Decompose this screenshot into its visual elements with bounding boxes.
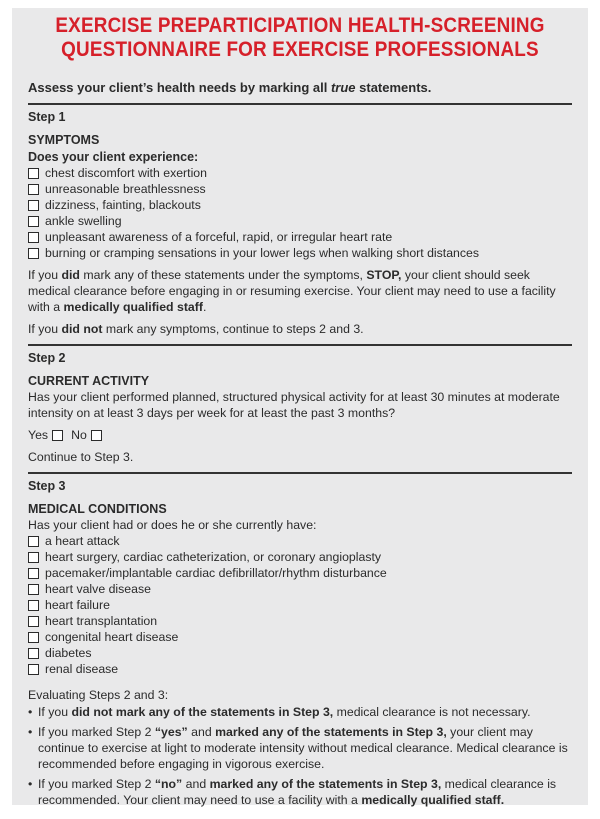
- step-2-section: [28, 350, 572, 465]
- bold-run: STOP,: [366, 268, 402, 282]
- condition-label: a heart attack: [45, 534, 120, 548]
- symptom-item[interactable]: [28, 197, 572, 213]
- checkbox[interactable]: [28, 616, 39, 627]
- bold-run: did not mark any of the statements in Step 3,: [71, 705, 334, 719]
- checkbox[interactable]: [28, 200, 39, 211]
- bullet-text: [38, 724, 572, 772]
- evaluation-bullet-1: [28, 704, 572, 720]
- text-run: If you: [38, 705, 72, 719]
- divider-step-3: [28, 472, 572, 474]
- symptom-label: chest discomfort with exertion: [45, 166, 207, 180]
- symptom-item[interactable]: [28, 229, 572, 245]
- bold-run: did: [61, 268, 80, 282]
- symptom-item[interactable]: [28, 181, 572, 197]
- current-activity-heading: CURRENT ACTIVITY: [28, 374, 150, 388]
- medical-conditions-question: Has your client had or does he or she currently have:: [28, 518, 317, 532]
- medical-conditions-heading: MEDICAL CONDITIONS: [28, 502, 167, 516]
- text-run: If you: [28, 268, 62, 282]
- current-activity-question: Has your client performed planned, structured physical activity for at least 30 minutes at moderate intensity on at least 3 days per week for at least the past 3 months?: [28, 390, 560, 420]
- condition-item[interactable]: [28, 645, 572, 661]
- checkbox[interactable]: [28, 552, 39, 563]
- condition-item[interactable]: [28, 581, 572, 597]
- condition-label: heart transplantation: [45, 614, 158, 628]
- text-run: your client should seek medical clearance before engaging in or resuming exercise. Your client may need to use a facility with a: [28, 268, 556, 314]
- checkbox[interactable]: [28, 568, 39, 579]
- bold-run: did not: [61, 322, 103, 336]
- condition-label: diabetes: [45, 646, 92, 660]
- yes-no-options: [28, 427, 572, 443]
- step-3-label: Step 3: [28, 479, 66, 493]
- symptom-item[interactable]: [28, 213, 572, 229]
- symptom-label: unreasonable breathlessness: [45, 182, 206, 196]
- intro-instruction: [28, 80, 572, 96]
- bullet-text: [38, 704, 531, 720]
- condition-label: heart failure: [45, 598, 110, 612]
- checkbox[interactable]: [28, 632, 39, 643]
- intro-text-2: statements.: [355, 80, 432, 95]
- text-run: medical clearance is not necessary.: [333, 705, 531, 719]
- symptom-item[interactable]: [28, 165, 572, 181]
- bullet-icon: •: [28, 705, 33, 719]
- condition-item[interactable]: [28, 565, 572, 581]
- condition-label: congenital heart disease: [45, 630, 179, 644]
- no-checkbox[interactable]: [91, 430, 102, 441]
- bold-run: marked any of the statements in Step 3,: [215, 725, 447, 739]
- bullet-text: [38, 776, 572, 808]
- yes-checkbox[interactable]: [52, 430, 63, 441]
- intro-text-1: Assess your client’s health needs by marking all: [28, 80, 331, 95]
- condition-label: heart valve disease: [45, 582, 151, 596]
- text-run: mark any of these statements under the symptoms,: [79, 268, 367, 282]
- bold-run: marked any of the statements in Step 3,: [209, 777, 442, 791]
- checkbox[interactable]: [28, 232, 39, 243]
- continue-step-3: Continue to Step 3.: [28, 450, 134, 464]
- intro-emphasis: true: [330, 80, 356, 95]
- step-1-section: [28, 109, 572, 337]
- text-run: mark any symptoms, continue to steps 2 and 3.: [102, 322, 364, 336]
- condition-item[interactable]: [28, 613, 572, 629]
- divider-step-2: [28, 344, 572, 346]
- step-3-section: [28, 478, 572, 808]
- symptoms-heading: SYMPTOMS: [28, 133, 100, 147]
- page-title: [55, 14, 545, 62]
- evaluation-bullet-3: [28, 776, 572, 808]
- condition-label: pacemaker/implantable cardiac defibrillator/rhythm disturbance: [45, 566, 387, 580]
- symptom-item[interactable]: [28, 245, 572, 261]
- bold-run: medically qualified staff.: [361, 793, 505, 807]
- no-label: No: [71, 428, 87, 442]
- evaluation-bullet-2: [28, 724, 572, 772]
- title-line-1: EXERCISE PREPARTICIPATION HEALTH-SCREENING: [55, 14, 545, 37]
- condition-item[interactable]: [28, 549, 572, 565]
- checkbox[interactable]: [28, 648, 39, 659]
- text-run: .: [202, 300, 207, 314]
- bullet-icon: •: [28, 777, 33, 791]
- symptom-label: ankle swelling: [45, 214, 122, 228]
- condition-item[interactable]: [28, 661, 572, 677]
- checkbox[interactable]: [28, 584, 39, 595]
- bold-run: “no”: [154, 777, 183, 791]
- bold-run: medically qualified staff: [63, 300, 203, 314]
- evaluating-heading: Evaluating Steps 2 and 3:: [28, 688, 169, 702]
- text-run: If you: [28, 322, 62, 336]
- condition-label: heart surgery, cardiac catheterization, or coronary angioplasty: [45, 550, 382, 564]
- checkbox[interactable]: [28, 536, 39, 547]
- condition-label: renal disease: [45, 662, 119, 676]
- symptom-label: unpleasant awareness of a forceful, rapid, or irregular heart rate: [45, 230, 393, 244]
- checkbox[interactable]: [28, 600, 39, 611]
- checkbox[interactable]: [28, 168, 39, 179]
- step-1-label: Step 1: [28, 110, 66, 124]
- text-run: If you marked Step 2: [38, 777, 155, 791]
- questionnaire-page: [12, 8, 588, 805]
- condition-item[interactable]: [28, 597, 572, 613]
- condition-item[interactable]: [28, 629, 572, 645]
- text-run: and: [187, 725, 216, 739]
- text-run: and: [182, 777, 210, 791]
- text-run: If you marked Step 2: [38, 725, 155, 739]
- divider-step-1: [28, 103, 572, 105]
- symptom-label: dizziness, fainting, blackouts: [45, 198, 201, 212]
- text-run: your client may continue to exercise at light to moderate intensity without medical clearance. Medical clearance is recommended before engaging in vigorous exercise.: [38, 725, 568, 771]
- step-2-label: Step 2: [28, 351, 66, 365]
- checkbox[interactable]: [28, 664, 39, 675]
- title-line-2: QUESTIONNAIRE FOR EXERCISE PROFESSIONALS: [61, 38, 539, 61]
- bullet-icon: •: [28, 725, 33, 739]
- symptom-label: burning or cramping sensations in your lower legs when walking short distances: [45, 246, 480, 260]
- bold-run: “yes”: [154, 725, 188, 739]
- condition-item[interactable]: [28, 533, 572, 549]
- step-1-stop-paragraph: [28, 267, 572, 315]
- checkbox[interactable]: [28, 248, 39, 259]
- text-run: medical clearance is recommended. Your client may need to use a facility with a: [38, 777, 557, 807]
- symptoms-question: Does your client experience:: [28, 150, 199, 164]
- yes-label: Yes: [28, 428, 49, 442]
- symptoms-list: [28, 165, 572, 261]
- checkbox[interactable]: [28, 184, 39, 195]
- conditions-list: [28, 533, 572, 677]
- checkbox[interactable]: [28, 216, 39, 227]
- step-1-continue-paragraph: [28, 321, 572, 337]
